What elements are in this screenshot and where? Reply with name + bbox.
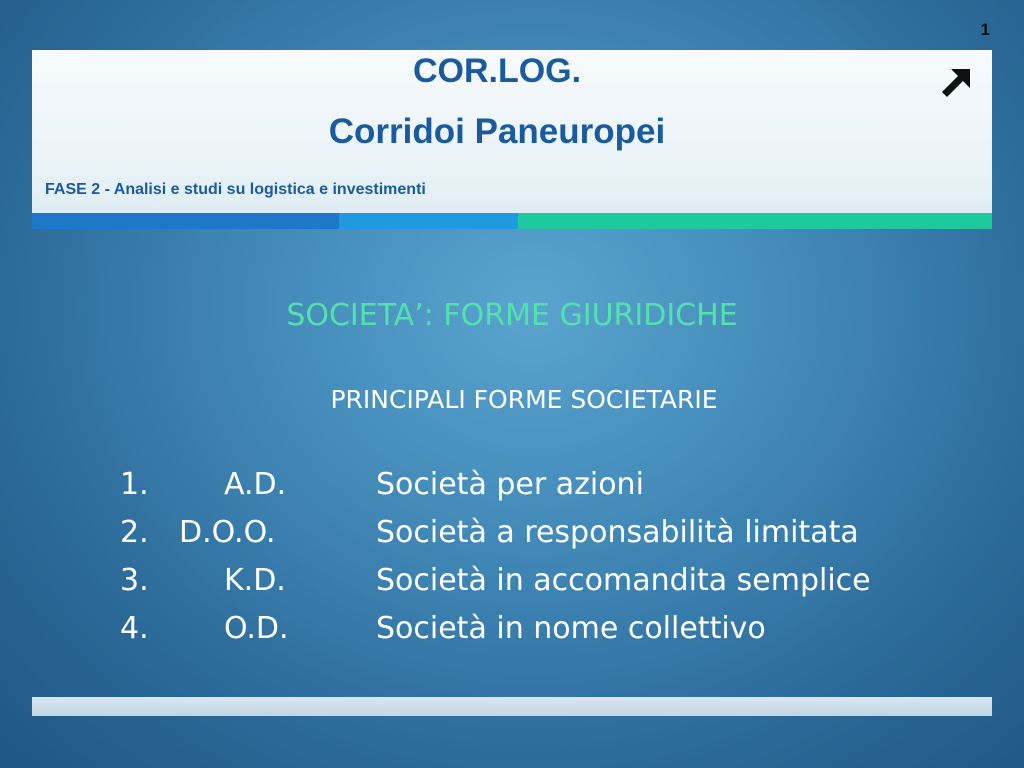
- item-abbreviation: D.O.O.: [179, 515, 276, 550]
- header-subtitle: Corridoi Paneuropei: [328, 112, 666, 151]
- item-number: 3.: [120, 563, 149, 598]
- item-number: 4.: [120, 611, 149, 646]
- forms-list: [120, 467, 980, 659]
- subtitle: PRINCIPALI FORME SOCIETARIE: [330, 385, 718, 414]
- footer-bar: [32, 697, 992, 716]
- header-title: COR.LOG.: [412, 52, 582, 90]
- item-abbreviation: K.D.: [224, 563, 286, 598]
- item-number: 2.: [120, 515, 149, 550]
- list-item: [120, 611, 980, 659]
- list-item: [120, 467, 980, 515]
- item-description: Società per azioni: [376, 467, 644, 502]
- band-segment-light-blue: [339, 213, 518, 229]
- item-number: 1.: [120, 467, 149, 502]
- phase-label: FASE 2 - Analisi e studi su logistica e investimenti: [45, 181, 426, 198]
- list-item: [120, 515, 980, 563]
- arrow-up-right-icon[interactable]: [938, 65, 974, 101]
- header-color-band: [32, 213, 992, 229]
- list-item: [120, 563, 980, 611]
- item-description: Società in accomandita semplice: [376, 563, 871, 598]
- item-abbreviation: A.D.: [224, 467, 287, 502]
- item-description: Società in nome collettivo: [376, 611, 766, 646]
- band-segment-blue: [32, 213, 339, 229]
- band-segment-green: [518, 213, 992, 229]
- header-panel: [32, 50, 992, 213]
- slide-number: 1: [980, 20, 990, 39]
- section-title: SOCIETA’: FORME GIURIDICHE: [286, 298, 738, 333]
- item-description: Società a responsabilità limitata: [376, 515, 859, 550]
- item-abbreviation: O.D.: [224, 611, 289, 646]
